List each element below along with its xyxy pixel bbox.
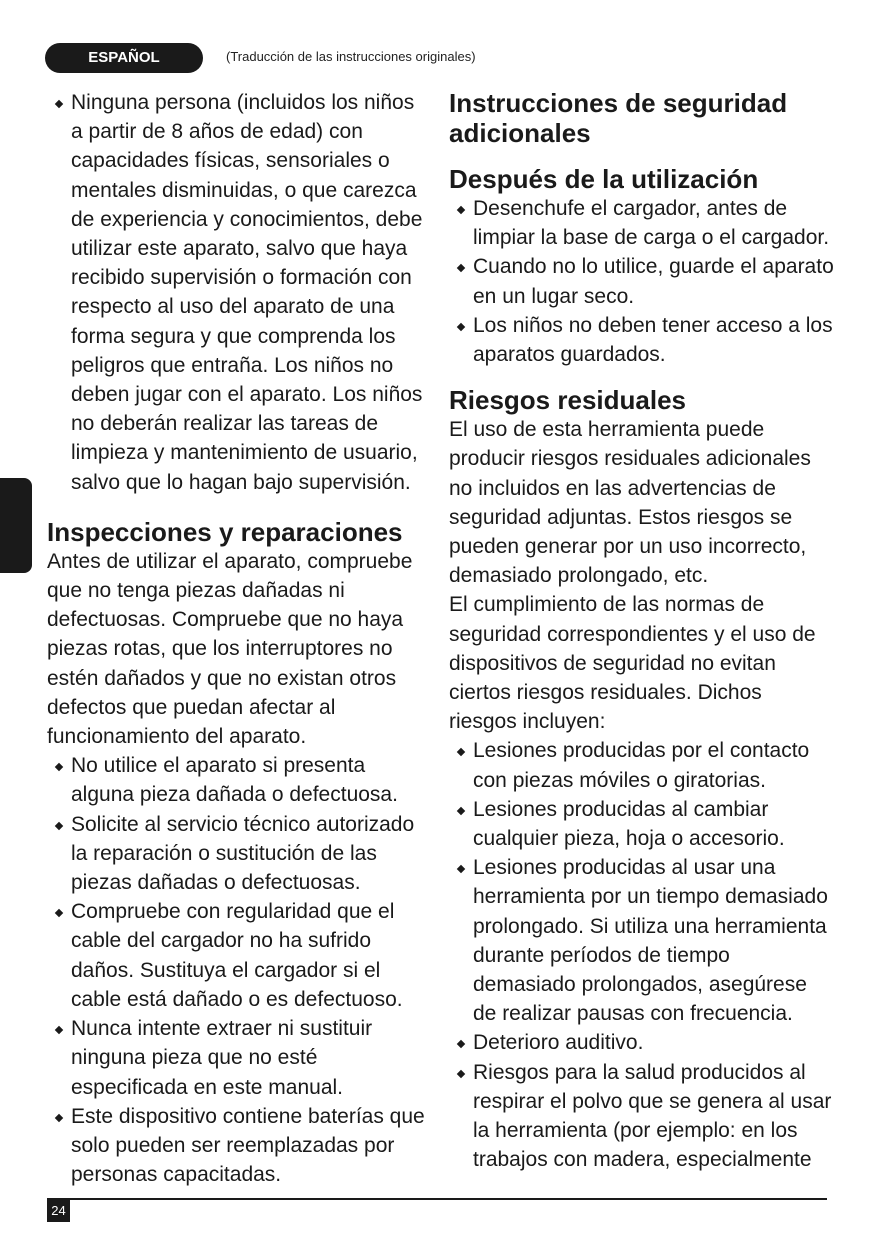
- list-item: Este dispositivo contiene baterías que solo pueden ser reemplazadas por personas capacitadas.: [47, 1102, 427, 1190]
- after-use-bullet-list: [449, 194, 834, 369]
- list-item: Ninguna persona (incluidos los niños a partir de 8 años de edad) con capacidades físicas, sensoriales o mentales disminuidas, o que carezca de experiencia y conocimientos, debe utilizar este aparato, salvo que haya recibido supervisión o formación con respecto al uso del aparato de una forma segura y que comprenda los peligros que entraña. Los niños no deben jugar con el aparato. Los niños no deberán realizar las tareas de limpieza y mantenimiento de usuario, salvo que lo hagan bajo supervisión.: [47, 88, 427, 497]
- section-side-tab: [0, 478, 32, 573]
- list-item: Cuando no lo utilice, guarde el aparato en un lugar seco.: [449, 252, 834, 310]
- list-item: No utilice el aparato si presenta alguna pieza dañada o defectuosa.: [47, 751, 427, 809]
- residual-bullet-list: [449, 736, 834, 1174]
- list-item: Riesgos para la salud producidos al respirar el polvo que se genera al usar la herramienta (por ejemplo: en los trabajos con madera, especialmente: [449, 1058, 834, 1175]
- additional-safety-heading: Instrucciones de seguridad adicionales: [449, 88, 788, 148]
- inspections-paragraph: Antes de utilizar el aparato, compruebe que no tenga piezas dañadas ni defectuosas. Compruebe que no haya piezas rotas, que los interruptores no estén dañados y que no existan otros defectos que puedan afectar al funcionamiento del aparato.: [47, 549, 413, 749]
- list-item: Compruebe con regularidad que el cable del cargador no ha sufrido daños. Sustituya el cargador si el cable está dañado o es defectuoso.: [47, 897, 427, 1014]
- inspections-bullet-list: [47, 751, 427, 1189]
- list-item: Solicite al servicio técnico autorizado la reparación o sustitución de las piezas dañadas o defectuosas.: [47, 810, 427, 898]
- list-item: Desenchufe el cargador, antes de limpiar la base de carga o el cargador.: [449, 194, 834, 252]
- list-item: Lesiones producidas al cambiar cualquier pieza, hoja o accesorio.: [449, 795, 834, 853]
- left-column: [47, 88, 427, 1189]
- list-item: Lesiones producidas por el contacto con piezas móviles o giratorias.: [449, 736, 834, 794]
- language-badge: ESPAÑOL: [45, 43, 203, 73]
- list-item: Deterioro auditivo.: [449, 1028, 834, 1057]
- intro-bullet-list: [47, 88, 427, 497]
- residual-risks-heading: Riesgos residuales: [449, 385, 686, 416]
- list-item: Lesiones producidas al usar una herramienta por un tiempo demasiado prolongado. Si utiliza una herramienta durante períodos de tiempo demasiado prolongados, asegúrese de realizar pausas con frecuencia.: [449, 853, 834, 1028]
- after-use-heading: Después de la utilización: [449, 164, 759, 194]
- inspections-heading: Inspecciones y reparaciones: [47, 516, 403, 547]
- right-column: [449, 88, 834, 1175]
- list-item: Nunca intente extraer ni sustituir ninguna pieza que no esté especificada en este manual.: [47, 1014, 427, 1102]
- list-item: Los niños no deben tener acceso a los aparatos guardados.: [449, 311, 834, 369]
- page-number: 24: [47, 1200, 70, 1222]
- footer-rule: [47, 1198, 827, 1200]
- residual-paragraph-2: El cumplimiento de las normas de seguridad correspondientes y el uso de dispositivos de seguridad no evitan ciertos riesgos residuales. Dichos riesgos incluyen:: [449, 593, 816, 734]
- residual-paragraph-1: El uso de esta herramienta puede producir riesgos residuales adicionales no incluidos en las advertencias de seguridad adjuntas. Estos riesgos se pueden generar por un uso incorrecto, demasiado prolongado, etc.: [449, 418, 811, 588]
- translation-note: (Traducción de las instrucciones originales): [226, 49, 476, 64]
